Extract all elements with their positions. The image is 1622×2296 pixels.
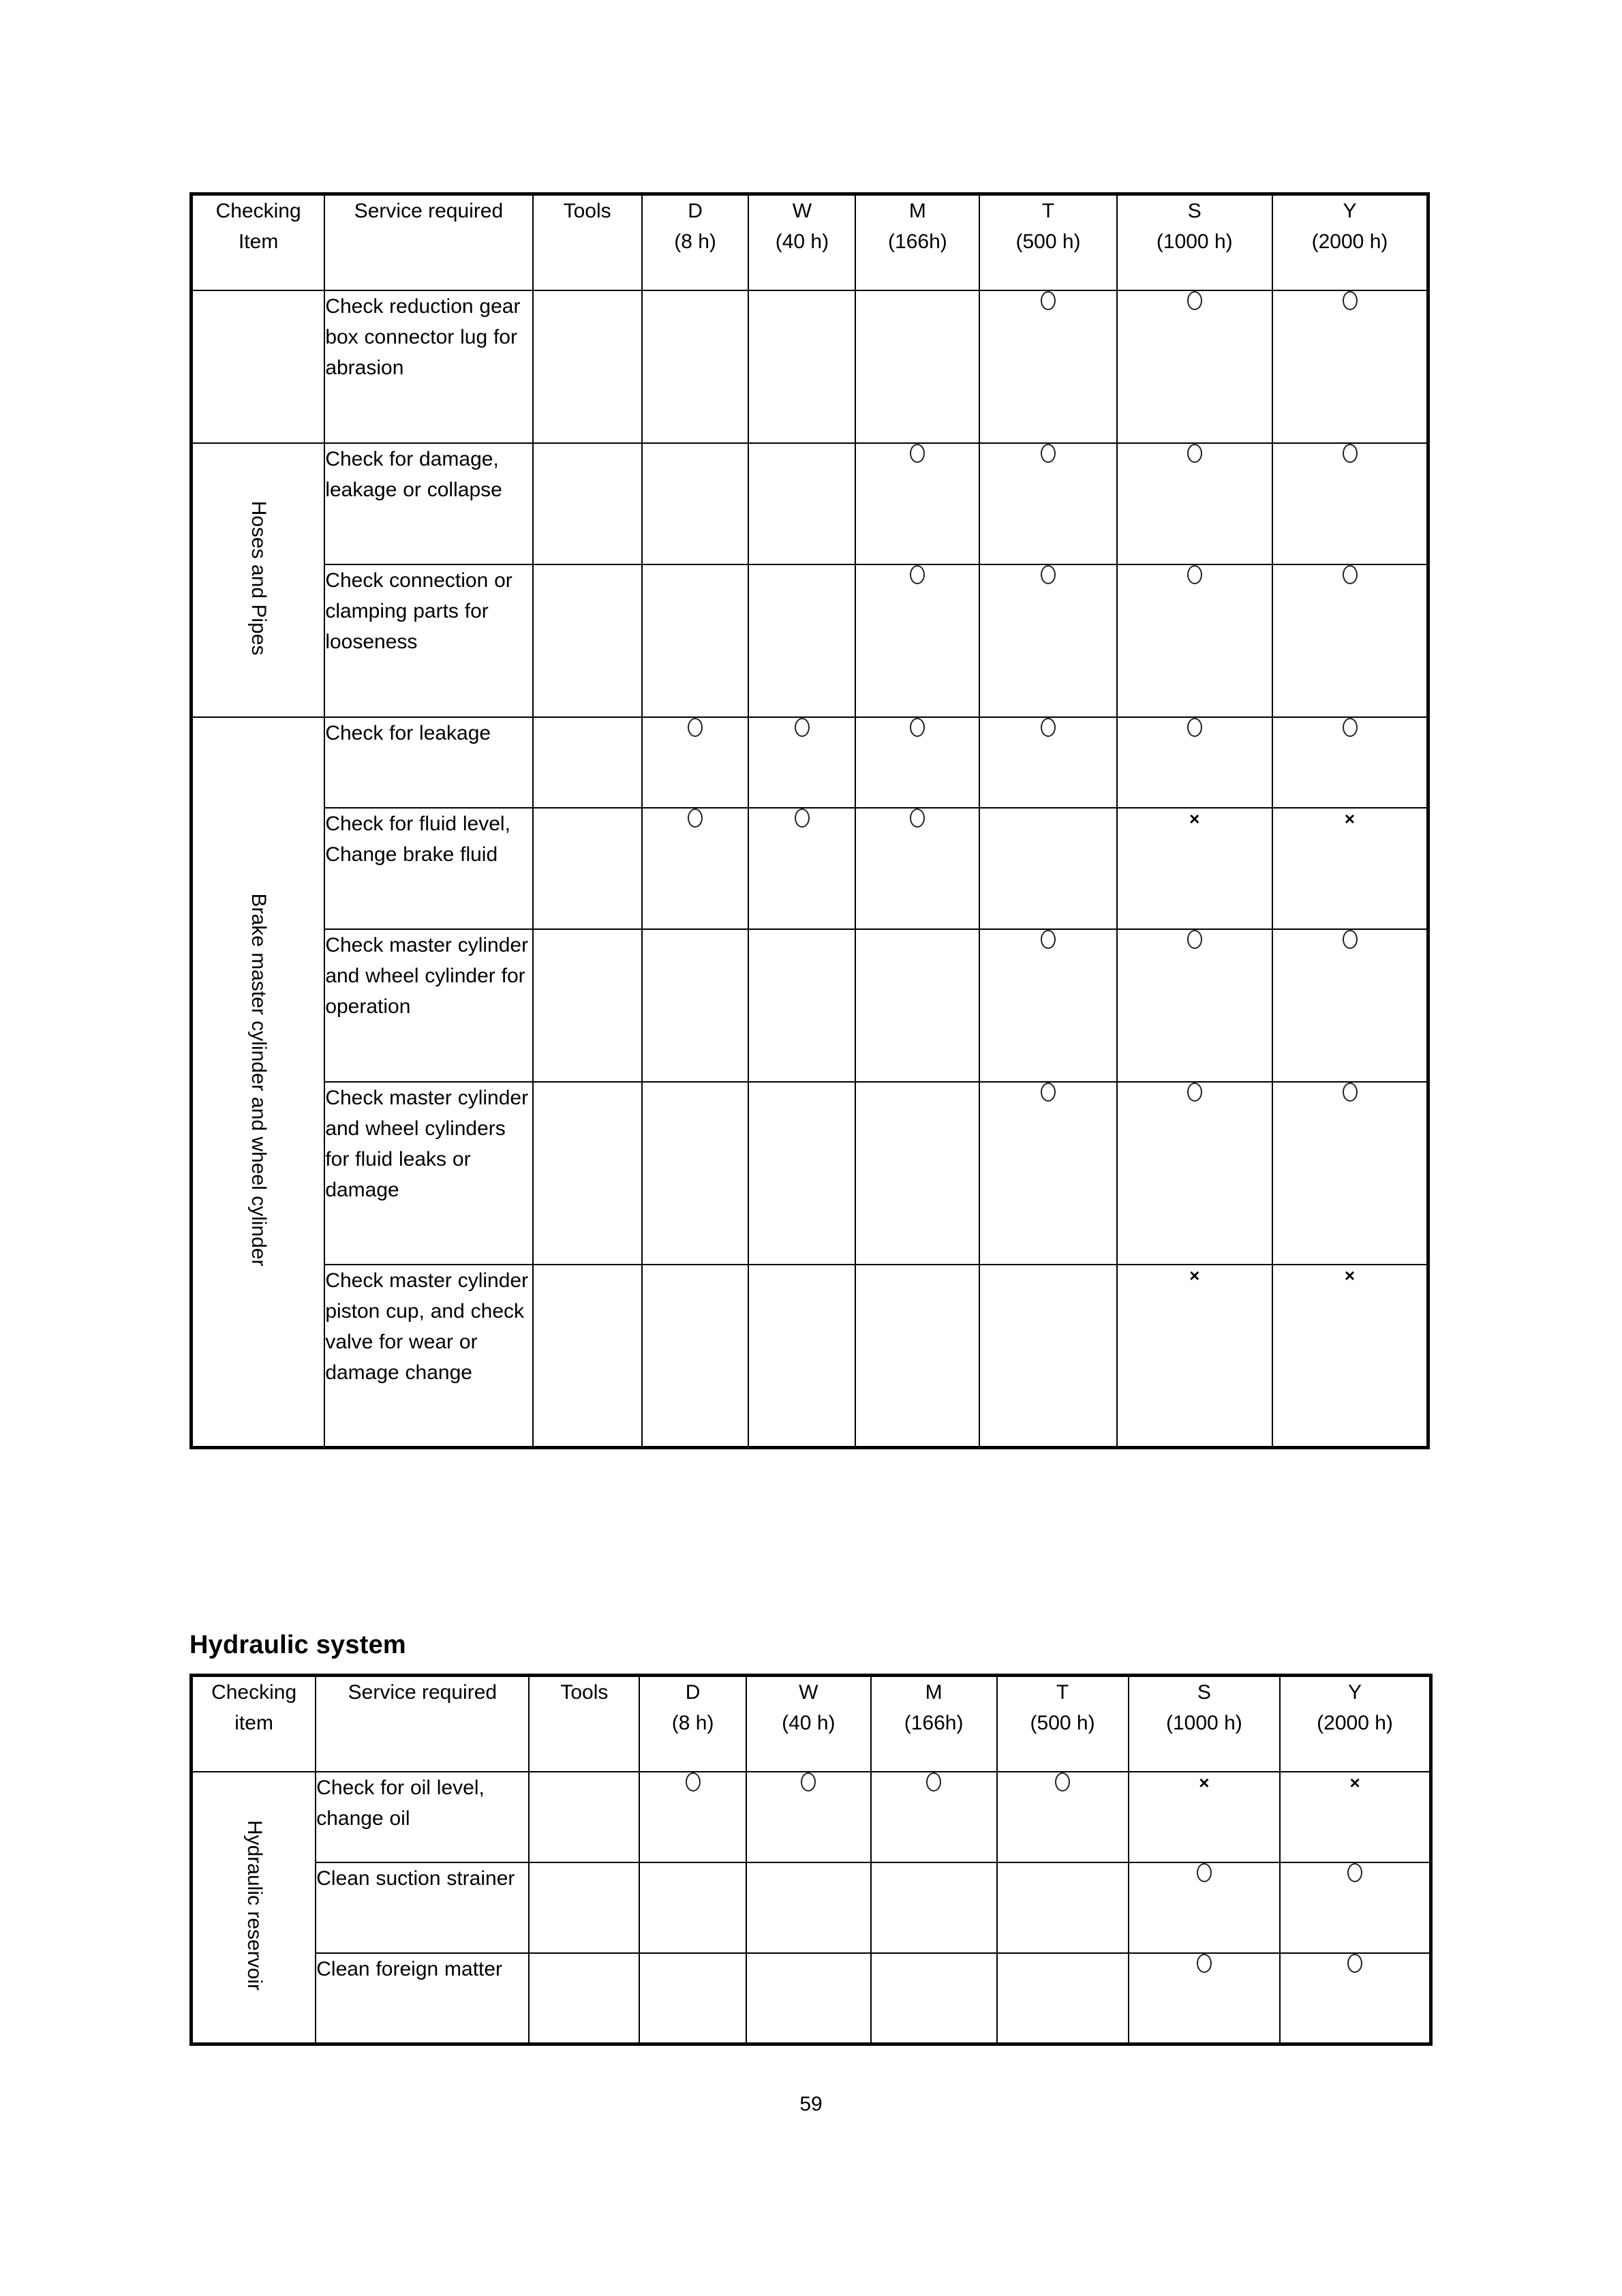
header-interval-d-code: D xyxy=(688,200,703,222)
header-checking-item-line2: item xyxy=(234,1712,273,1734)
tools-cell xyxy=(529,1772,639,1862)
mark-symbol xyxy=(1343,565,1358,584)
header-interval-t-code: T xyxy=(1056,1681,1069,1704)
header-interval-w xyxy=(748,194,855,291)
mark-cell-t xyxy=(979,929,1116,1082)
header-service-required: Service required xyxy=(316,1676,529,1772)
mark-cell-w xyxy=(748,564,855,717)
header-interval-s xyxy=(1117,194,1272,291)
mark-cell-d xyxy=(642,443,749,564)
service-required-cell: Clean suction strainer xyxy=(316,1862,529,1953)
mark-symbol xyxy=(1347,1863,1362,1882)
mark-cell-t xyxy=(979,564,1116,717)
mark-cell-d xyxy=(642,1265,749,1447)
header-checking-item-line1: Checking xyxy=(215,200,301,222)
mark-symbol xyxy=(688,809,703,828)
tools-cell xyxy=(533,290,642,443)
header-interval-s xyxy=(1129,1676,1280,1772)
mark-cell-w xyxy=(748,290,855,443)
mark-cell-s xyxy=(1117,929,1272,1082)
mark-symbol xyxy=(1055,1772,1070,1792)
mark-symbol xyxy=(1187,565,1202,584)
header-interval-w-hours: (40 h) xyxy=(775,230,829,253)
tools-cell xyxy=(533,443,642,564)
header-tools: Tools xyxy=(533,194,642,291)
header-service-required: Service required xyxy=(324,194,532,291)
tools-cell xyxy=(533,1265,642,1447)
header-interval-t xyxy=(979,194,1116,291)
mark-cell-s xyxy=(1129,1953,1280,2044)
tools-cell xyxy=(533,808,642,929)
mark-cell-d xyxy=(639,1772,746,1862)
mark-cell-s xyxy=(1117,564,1272,717)
mark-symbol xyxy=(1041,291,1056,310)
mark-symbol xyxy=(1343,291,1358,310)
table-header-row xyxy=(192,194,1428,291)
service-required-cell: Check master cylinder piston cup, and check valve for wear or damage change xyxy=(324,1265,532,1447)
mark-cell-s xyxy=(1117,1082,1272,1265)
mark-symbol xyxy=(1343,718,1358,737)
mark-cell-t xyxy=(979,290,1116,443)
tools-cell xyxy=(529,1862,639,1953)
mark-cell-w xyxy=(746,1862,871,1953)
mark-cell-m xyxy=(871,1862,997,1953)
header-interval-s-code: S xyxy=(1197,1681,1211,1704)
service-required-cell: Check for oil level, change oil xyxy=(316,1772,529,1862)
mark-symbol xyxy=(1197,1954,1212,1973)
table-row xyxy=(192,929,1428,1082)
mark-cell-d xyxy=(642,717,749,808)
header-interval-d-hours: (8 h) xyxy=(674,230,716,253)
mark-symbol xyxy=(1343,1083,1358,1102)
mark-cell-y xyxy=(1272,443,1428,564)
mark-cell-m xyxy=(871,1772,997,1862)
header-interval-m-hours: (166h) xyxy=(904,1712,964,1734)
table-row xyxy=(192,1862,1431,1953)
maintenance-schedule-table-1 xyxy=(189,192,1430,1449)
header-interval-t-code: T xyxy=(1041,200,1055,222)
mark-cell-m xyxy=(855,1265,979,1447)
header-interval-s-hours: (1000 h) xyxy=(1156,230,1233,253)
header-interval-w-hours: (40 h) xyxy=(782,1712,836,1734)
page-number: 59 xyxy=(799,2093,823,2115)
mark-symbol xyxy=(1187,718,1202,737)
mark-cell-s xyxy=(1129,1772,1280,1862)
mark-cell-t xyxy=(979,1082,1116,1265)
header-interval-m xyxy=(871,1676,997,1772)
mark-symbol xyxy=(1187,1083,1202,1102)
header-interval-t-hours: (500 h) xyxy=(1030,1712,1095,1734)
tools-cell xyxy=(533,929,642,1082)
section-heading-hydraulic-system: Hydraulic system xyxy=(189,1631,406,1659)
mark-symbol xyxy=(795,809,810,828)
service-required-cell: Check master cylinder and wheel cylinder for operation xyxy=(324,929,532,1082)
mark-cell-y xyxy=(1280,1862,1430,1953)
service-required-cell: Clean foreign matter xyxy=(316,1953,529,2044)
mark-cell-y xyxy=(1272,1082,1428,1265)
category-cell-hydraulic-reservoir xyxy=(192,1772,316,2044)
category-cell-brake-master-cylinder xyxy=(192,717,325,1447)
mark-cell-s xyxy=(1117,1265,1272,1447)
header-interval-y xyxy=(1280,1676,1430,1772)
header-interval-m-code: M xyxy=(908,200,926,222)
service-required-cell: Check reduction gear box connector lug for abrasion xyxy=(324,290,532,443)
mark-cell-d xyxy=(642,1082,749,1265)
service-required-cell: Check master cylinder and wheel cylinders for fluid leaks or damage xyxy=(324,1082,532,1265)
header-interval-y-code: Y xyxy=(1348,1681,1362,1704)
mark-cell-w xyxy=(748,717,855,808)
mark-cell-t xyxy=(979,443,1116,564)
mark-symbol xyxy=(910,718,925,737)
mark-symbol: × xyxy=(1189,1265,1200,1286)
category-cell-hoses-and-pipes xyxy=(192,443,325,717)
tools-cell xyxy=(533,717,642,808)
header-interval-y-hours: (2000 h) xyxy=(1311,230,1388,253)
header-interval-m xyxy=(855,194,979,291)
mark-symbol: × xyxy=(1349,1772,1360,1793)
mark-symbol xyxy=(1187,291,1202,310)
mark-cell-t xyxy=(979,717,1116,808)
table-row xyxy=(192,290,1428,443)
mark-symbol xyxy=(1343,930,1358,949)
mark-cell-d xyxy=(642,290,749,443)
table-row xyxy=(192,1082,1428,1265)
mark-symbol xyxy=(1041,718,1056,737)
header-interval-m-hours: (166h) xyxy=(888,230,947,253)
mark-symbol xyxy=(801,1772,816,1792)
mark-cell-d xyxy=(642,808,749,929)
header-interval-t-hours: (500 h) xyxy=(1015,230,1081,253)
mark-symbol xyxy=(910,565,925,584)
mark-cell-y xyxy=(1272,808,1428,929)
mark-cell-m xyxy=(855,290,979,443)
mark-cell-w xyxy=(748,1082,855,1265)
mark-cell-m xyxy=(855,1082,979,1265)
table-header-row xyxy=(192,1676,1431,1772)
mark-cell-m xyxy=(855,443,979,564)
mark-cell-y xyxy=(1272,290,1428,443)
service-required-cell: Check for damage, leakage or collapse xyxy=(324,443,532,564)
category-label: Hoses and Pipes xyxy=(247,500,271,656)
header-interval-y-code: Y xyxy=(1343,200,1357,222)
table-row xyxy=(192,1953,1431,2044)
mark-cell-d xyxy=(639,1862,746,1953)
mark-cell-y xyxy=(1280,1953,1430,2044)
mark-cell-s xyxy=(1117,808,1272,929)
mark-cell-m xyxy=(855,808,979,929)
mark-cell-w xyxy=(748,443,855,564)
header-interval-d-code: D xyxy=(685,1681,701,1704)
table-row xyxy=(192,808,1428,929)
mark-cell-t xyxy=(997,1953,1129,2044)
table-row xyxy=(192,1265,1428,1447)
mark-cell-y xyxy=(1272,717,1428,808)
mark-symbol xyxy=(1197,1863,1212,1882)
tools-cell xyxy=(533,1082,642,1265)
mark-cell-y xyxy=(1280,1772,1430,1862)
mark-cell-d xyxy=(639,1953,746,2044)
header-interval-w xyxy=(746,1676,871,1772)
service-required-cell: Check for fluid level, Change brake fluid xyxy=(324,808,532,929)
mark-symbol xyxy=(1343,444,1358,463)
mark-symbol xyxy=(1041,930,1056,949)
mark-cell-w xyxy=(748,929,855,1082)
mark-cell-s xyxy=(1129,1862,1280,1953)
category-label: Hydraulic reservoir xyxy=(243,1819,266,1991)
service-required-cell: Check connection or clamping parts for looseness xyxy=(324,564,532,717)
header-interval-t xyxy=(997,1676,1129,1772)
mark-cell-m xyxy=(855,564,979,717)
header-interval-w-code: W xyxy=(799,1681,818,1704)
mark-cell-y xyxy=(1272,1265,1428,1447)
mark-symbol xyxy=(926,1772,941,1792)
tools-cell xyxy=(529,1953,639,2044)
table-row xyxy=(192,717,1428,808)
table-row xyxy=(192,443,1428,564)
header-checking-item xyxy=(192,194,325,291)
mark-cell-s xyxy=(1117,443,1272,564)
mark-symbol xyxy=(1041,565,1056,584)
header-checking-item xyxy=(192,1676,316,1772)
header-checking-item-line1: Checking xyxy=(211,1681,297,1704)
mark-symbol: × xyxy=(1199,1772,1210,1793)
mark-cell-d xyxy=(642,929,749,1082)
mark-symbol xyxy=(1041,1083,1056,1102)
header-interval-w-code: W xyxy=(792,200,812,222)
mark-cell-s xyxy=(1117,290,1272,443)
mark-cell-w xyxy=(748,808,855,929)
header-interval-y-hours: (2000 h) xyxy=(1317,1712,1393,1734)
mark-cell-s xyxy=(1117,717,1272,808)
mark-cell-y xyxy=(1272,564,1428,717)
category-label: Brake master cylinder and wheel cylinder xyxy=(247,893,271,1267)
header-interval-s-hours: (1000 h) xyxy=(1166,1712,1242,1734)
mark-cell-m xyxy=(871,1953,997,2044)
header-interval-y xyxy=(1272,194,1428,291)
mark-cell-t xyxy=(997,1772,1129,1862)
mark-cell-y xyxy=(1272,929,1428,1082)
mark-cell-w xyxy=(746,1953,871,2044)
mark-cell-t xyxy=(979,808,1116,929)
mark-cell-m xyxy=(855,929,979,1082)
mark-symbol xyxy=(1187,930,1202,949)
header-tools: Tools xyxy=(529,1676,639,1772)
header-interval-s-code: S xyxy=(1187,200,1202,222)
service-required-cell: Check for leakage xyxy=(324,717,532,808)
mark-symbol xyxy=(1187,444,1202,463)
mark-symbol xyxy=(910,809,925,828)
mark-symbol xyxy=(795,718,810,737)
header-interval-d xyxy=(639,1676,746,1772)
header-checking-item-line2: Item xyxy=(238,230,279,253)
mark-cell-t xyxy=(979,1265,1116,1447)
mark-symbol xyxy=(688,718,703,737)
table-row xyxy=(192,1772,1431,1862)
mark-symbol: × xyxy=(1344,1265,1356,1286)
header-interval-d-hours: (8 h) xyxy=(671,1712,714,1734)
mark-cell-w xyxy=(746,1772,871,1862)
mark-cell-t xyxy=(997,1862,1129,1953)
mark-cell-m xyxy=(855,717,979,808)
header-interval-d xyxy=(642,194,749,291)
mark-symbol xyxy=(1041,444,1056,463)
mark-cell-w xyxy=(748,1265,855,1447)
mark-symbol xyxy=(1347,1954,1362,1973)
mark-symbol xyxy=(910,444,925,463)
header-interval-m-code: M xyxy=(925,1681,943,1704)
mark-cell-d xyxy=(642,564,749,717)
category-cell-empty xyxy=(192,290,325,443)
table-row xyxy=(192,564,1428,717)
maintenance-schedule-table-2 xyxy=(189,1674,1433,2046)
tools-cell xyxy=(533,564,642,717)
mark-symbol xyxy=(686,1772,701,1792)
mark-symbol: × xyxy=(1189,809,1200,829)
mark-symbol: × xyxy=(1344,809,1356,829)
